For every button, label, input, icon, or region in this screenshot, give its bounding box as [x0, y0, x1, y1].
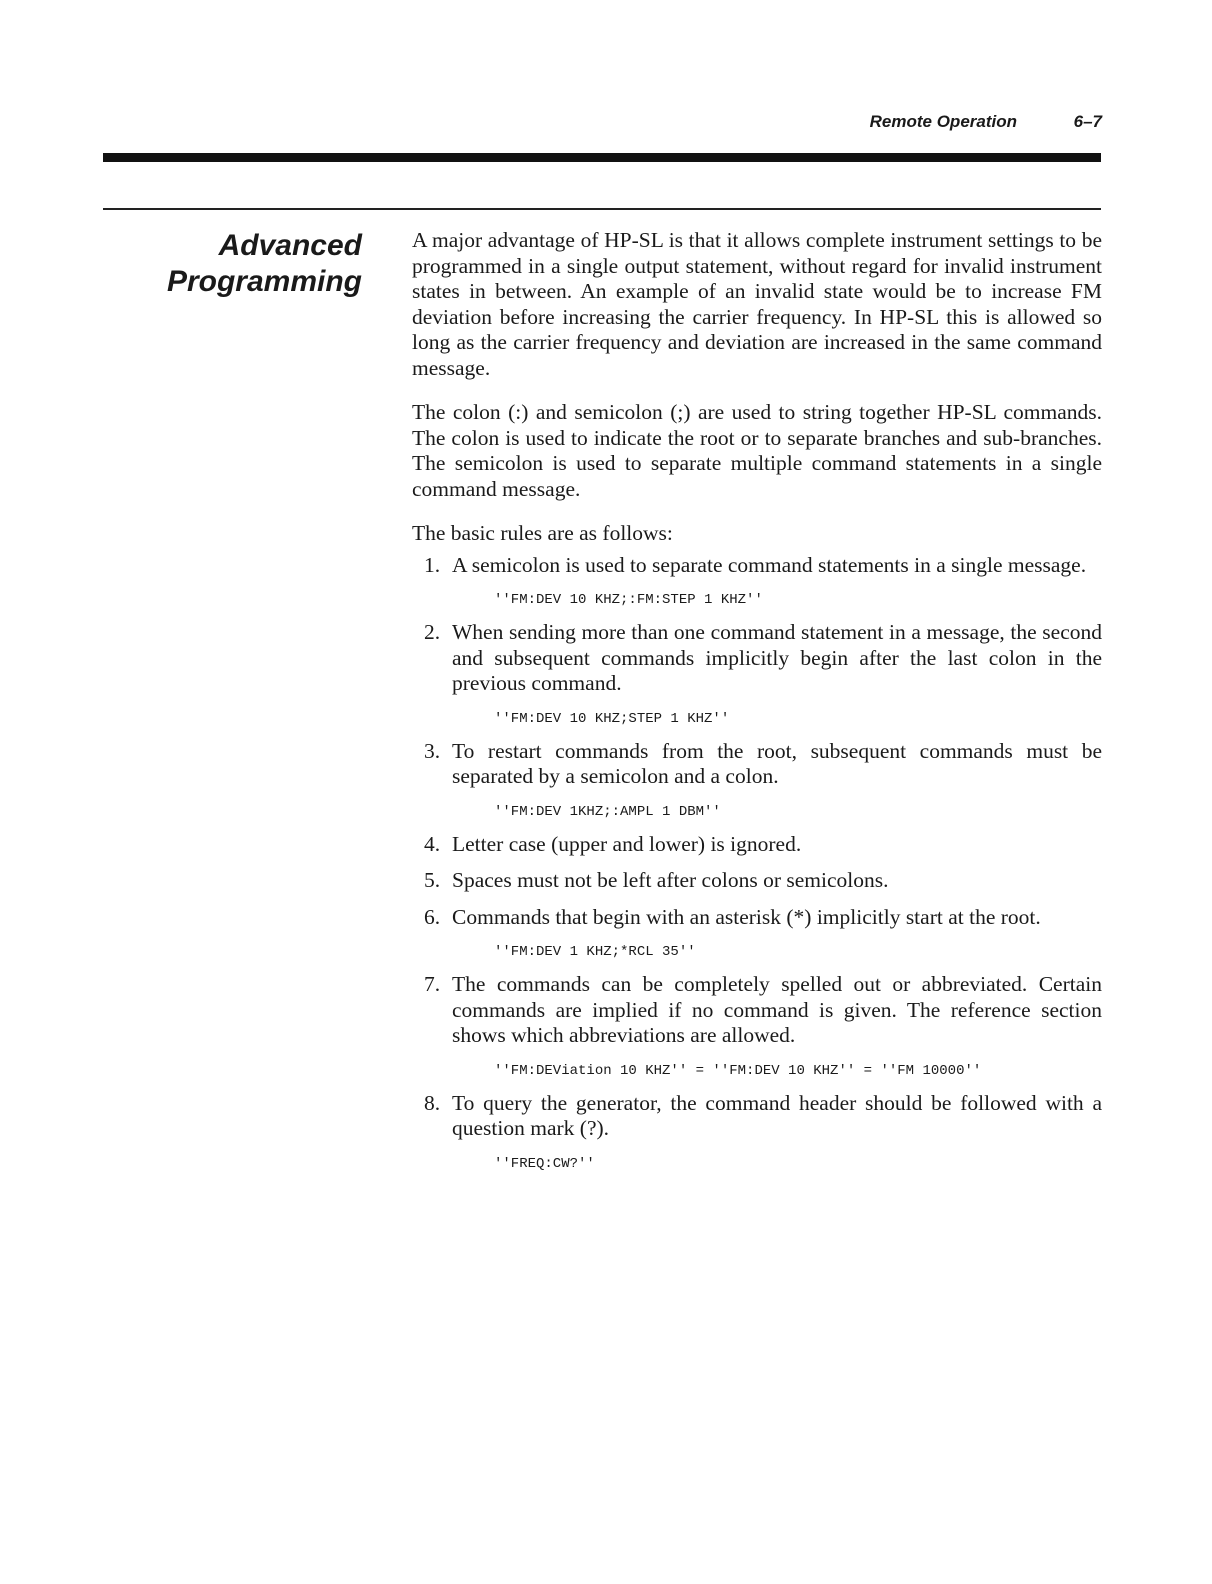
- header-page-number: 6–7: [1073, 112, 1102, 131]
- list-item: [412, 553, 1102, 610]
- section-heading: [100, 228, 362, 300]
- code-example: ''FM:DEV 1KHZ;:AMPL 1 DBM'': [494, 803, 721, 820]
- section-heading-line2: Programming: [166, 265, 362, 298]
- header-section-title: Remote Operation: [869, 112, 1017, 131]
- list-item: [412, 620, 1102, 728]
- rule-number: 3.: [424, 738, 441, 763]
- rule-number: 5.: [424, 868, 441, 892]
- section-heading-line1: Advanced: [218, 229, 362, 262]
- rule-text: Letter case (upper and lower) is ignored.: [452, 831, 802, 856]
- rules-intro: The basic rules are as follows:: [412, 521, 673, 545]
- list-item: [412, 972, 1102, 1080]
- list-item: [412, 739, 1102, 821]
- section-divider-rule: [103, 208, 1101, 210]
- colon-semicolon-paragraph: The colon (:) and semicolon (;) are used to string together HP-SL commands. The colon is used to indicate the root or to separate branches and sub-branches. The semicolon is used to separate multiple command statements in a single command message.: [412, 400, 1102, 501]
- rule-text: To query the generator, the command header should be followed with a question mark (?).: [452, 1090, 1102, 1140]
- body-content: [412, 228, 1102, 1184]
- rule-text: To restart commands from the root, subsequent commands must be separated by a semicolon and a colon.: [452, 738, 1102, 788]
- list-item: [412, 868, 1102, 894]
- rules-list: [412, 553, 1102, 1173]
- list-item: [412, 905, 1102, 962]
- list-item: [412, 832, 1102, 858]
- rule-text: Commands that begin with an asterisk (*) implicitly start at the root.: [452, 904, 1041, 929]
- rule-number: 8.: [424, 1090, 441, 1115]
- rule-text: Spaces must not be left after colons or semicolons.: [452, 868, 889, 892]
- code-example: ''FREQ:CW?'': [494, 1155, 595, 1172]
- code-example: ''FM:DEViation 10 KHZ'' = ''FM:DEV 10 KHZ'' = ''FM 10000'': [494, 1062, 982, 1079]
- list-item: [412, 1091, 1102, 1173]
- header-thick-rule: [103, 153, 1101, 162]
- rule-number: 7.: [424, 972, 441, 996]
- rule-number: 4.: [424, 831, 441, 856]
- rule-text: A semicolon is used to separate command statements in a single message.: [452, 552, 1087, 577]
- code-example: ''FM:DEV 1 KHZ;*RCL 35'': [494, 944, 696, 960]
- rule-number: 2.: [424, 620, 441, 644]
- rule-text: When sending more than one command statement in a message, the second and subsequent commands implicitly begin after the last colon in the previous command.: [452, 620, 1102, 695]
- rule-number: 1.: [424, 552, 441, 577]
- rule-number: 6.: [424, 904, 441, 929]
- page-header: [0, 112, 1212, 136]
- code-example: ''FM:DEV 10 KHZ;STEP 1 KHZ'': [494, 710, 730, 727]
- rule-text: The commands can be completely spelled out or abbreviated. Certain commands are implied if no command is given. The reference section shows which abbreviations are allowed.: [452, 972, 1102, 1047]
- intro-paragraph: A major advantage of HP-SL is that it allows complete instrument settings to be programmed in a single output statement, without regard for invalid instrument states in between. An example of an invalid state would be to increase FM deviation before increasing the carrier frequency. In HP-SL this is allowed so long as the carrier frequency and deviation are increased in the same command message.: [412, 228, 1102, 380]
- code-example: ''FM:DEV 10 KHZ;:FM:STEP 1 KHZ'': [494, 592, 763, 608]
